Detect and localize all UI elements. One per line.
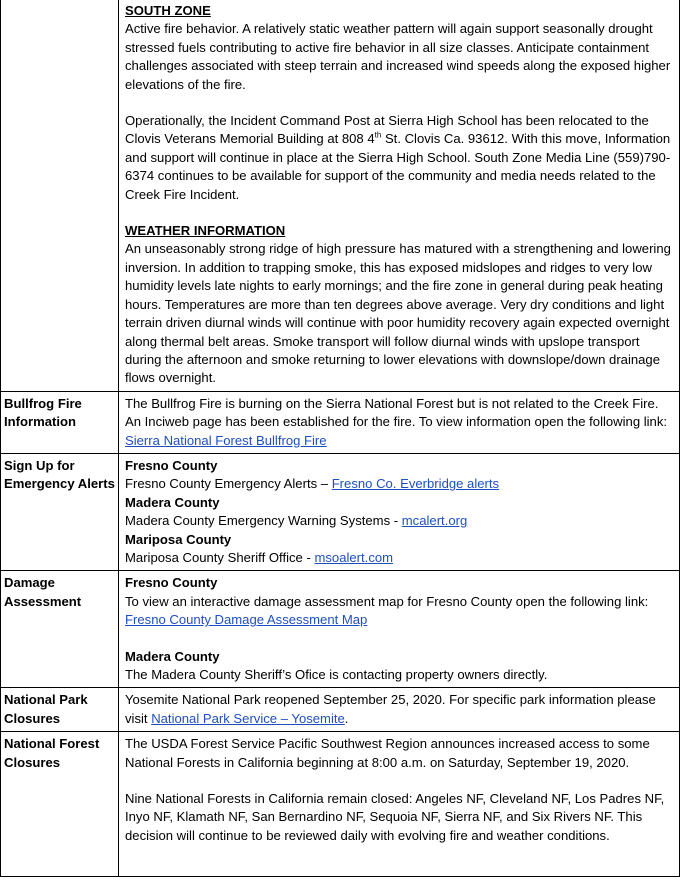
row-label-park: National Park Closures: [1, 688, 119, 732]
forest-content: [119, 732, 680, 877]
park-content: [119, 688, 680, 732]
table-row: [1, 391, 680, 453]
alerts-mariposa-heading: Mariposa County: [125, 531, 232, 547]
south-zone-operations: [125, 112, 673, 204]
bullfrog-text: The Bullfrog Fire is burning on the Sierra National Forest but is not related to the Creek Fire. An Inciweb page has been established for the fire. To view information open the following link:: [125, 395, 668, 430]
row-label-bullfrog: Bullfrog Fire Information: [1, 391, 119, 453]
fresno-everbridge-link[interactable]: Fresno Co. Everbridge alerts: [331, 476, 500, 492]
forest-text-2: Nine National Forests in California remain closed: Angeles NF, Cleveland NF, Los Padres NF, Inyo NF, Klamath NF, San Bernardino NF, Sequoia NF, Sierra NF, and Six Rivers NF. This decision will continue to be reviewed daily with evolving fire and weather conditions.: [125, 791, 665, 843]
bullfrog-content: [119, 391, 680, 453]
damage-fresno-line: [125, 593, 673, 630]
operations-text-a: Operationally, the Incident Command Post at Sierra High School has been relocated to the Clovis Veterans Memorial Building at 808 4: [125, 113, 649, 147]
alerts-mariposa-line: [125, 549, 673, 567]
alerts-madera-heading: Madera County: [125, 494, 220, 510]
alerts-content: [119, 453, 680, 570]
damage-map-link[interactable]: Fresno County Damage Assessment Map: [125, 612, 368, 628]
south-zone-heading: SOUTH ZONE: [125, 3, 211, 18]
park-end: .: [344, 710, 349, 726]
damage-madera-text: The Madera County Sheriff’s Ofice is contacting property owners directly.: [125, 667, 548, 682]
weather-heading: WEATHER INFORMATION: [125, 223, 286, 239]
table-row: [1, 571, 680, 688]
operations-text-b: St. Clovis Ca. 93612. With this move, Information and support will continue in place at the Sierra High School. South Zone Media Line (559)790-6374 continues to be available for support of the community and media needs related to the Creek Fire Incident.: [125, 131, 671, 202]
forest-text-1: The USDA Forest Service Pacific Southwest Region announces increased access to some National Forests in California beginning at 8:00 a.m. on Saturday, September 19, 2020.: [125, 736, 650, 770]
alerts-fresno-heading: Fresno County: [125, 457, 218, 473]
row-label-empty: [1, 0, 119, 391]
alerts-madera-line: [125, 512, 673, 530]
table-row: [1, 732, 680, 877]
table-row: [1, 453, 680, 570]
row-label-alerts: Sign Up for Emergency Alerts: [1, 453, 119, 570]
msoalert-link[interactable]: msoalert.com: [314, 549, 394, 565]
table-row: [1, 688, 680, 732]
table-row: [1, 0, 680, 391]
south-zone-content: [119, 0, 680, 391]
weather-text: An unseasonably strong ridge of high pressure has matured with a strengthening and lowering inversion. In addition to trapping smoke, this has exposed midslopes and ridges to very low humidity levels late nights to early mornings; and the fire zone in general during peak heating hours. Temperatures are more than ten degrees above average. Very dry conditions and light terrain driven diurnal winds will continue with poor humidity recovery again expected overnight along thermal belt areas. Smoke transport will follow diurnal winds with upslope transport during the afternoon and smoke returning to lower elevations with downslope/down drainage flows overnight.: [125, 241, 671, 386]
alerts-fresno-text: Fresno County Emergency Alerts –: [125, 476, 332, 492]
alerts-mariposa-text: Mariposa County Sheriff Office -: [125, 549, 315, 565]
alerts-madera-text: Madera County Emergency Warning Systems -: [125, 513, 402, 529]
row-label-damage: Damage Assessment: [1, 571, 119, 688]
damage-madera-heading: Madera County: [125, 648, 220, 664]
yosemite-link[interactable]: National Park Service – Yosemite: [151, 710, 345, 726]
damage-fresno-text: To view an interactive damage assessment map for Fresno County open the following link:: [125, 593, 649, 609]
row-label-forest: National Forest Closures: [1, 732, 119, 877]
mcalert-link[interactable]: mcalert.org: [401, 513, 468, 529]
alerts-fresno-line: [125, 475, 673, 493]
bullfrog-link[interactable]: Sierra National Forest Bullfrog Fire: [125, 432, 327, 448]
operations-superscript: th: [374, 131, 382, 141]
park-text: Yosemite National Park reopened September 25, 2020. For specific park information please visit: [125, 692, 656, 726]
damage-content: [119, 571, 680, 688]
south-zone-fire-behavior: Active fire behavior. A relatively static weather pattern will again support seasonally drought stressed fuels contributing to active fire behavior in all size classes. Anticipate containment challenges associated with steep terrain and increased wind speeds along the exposed higher elevations of the fire.: [125, 21, 671, 92]
damage-fresno-heading: Fresno County: [125, 575, 218, 591]
